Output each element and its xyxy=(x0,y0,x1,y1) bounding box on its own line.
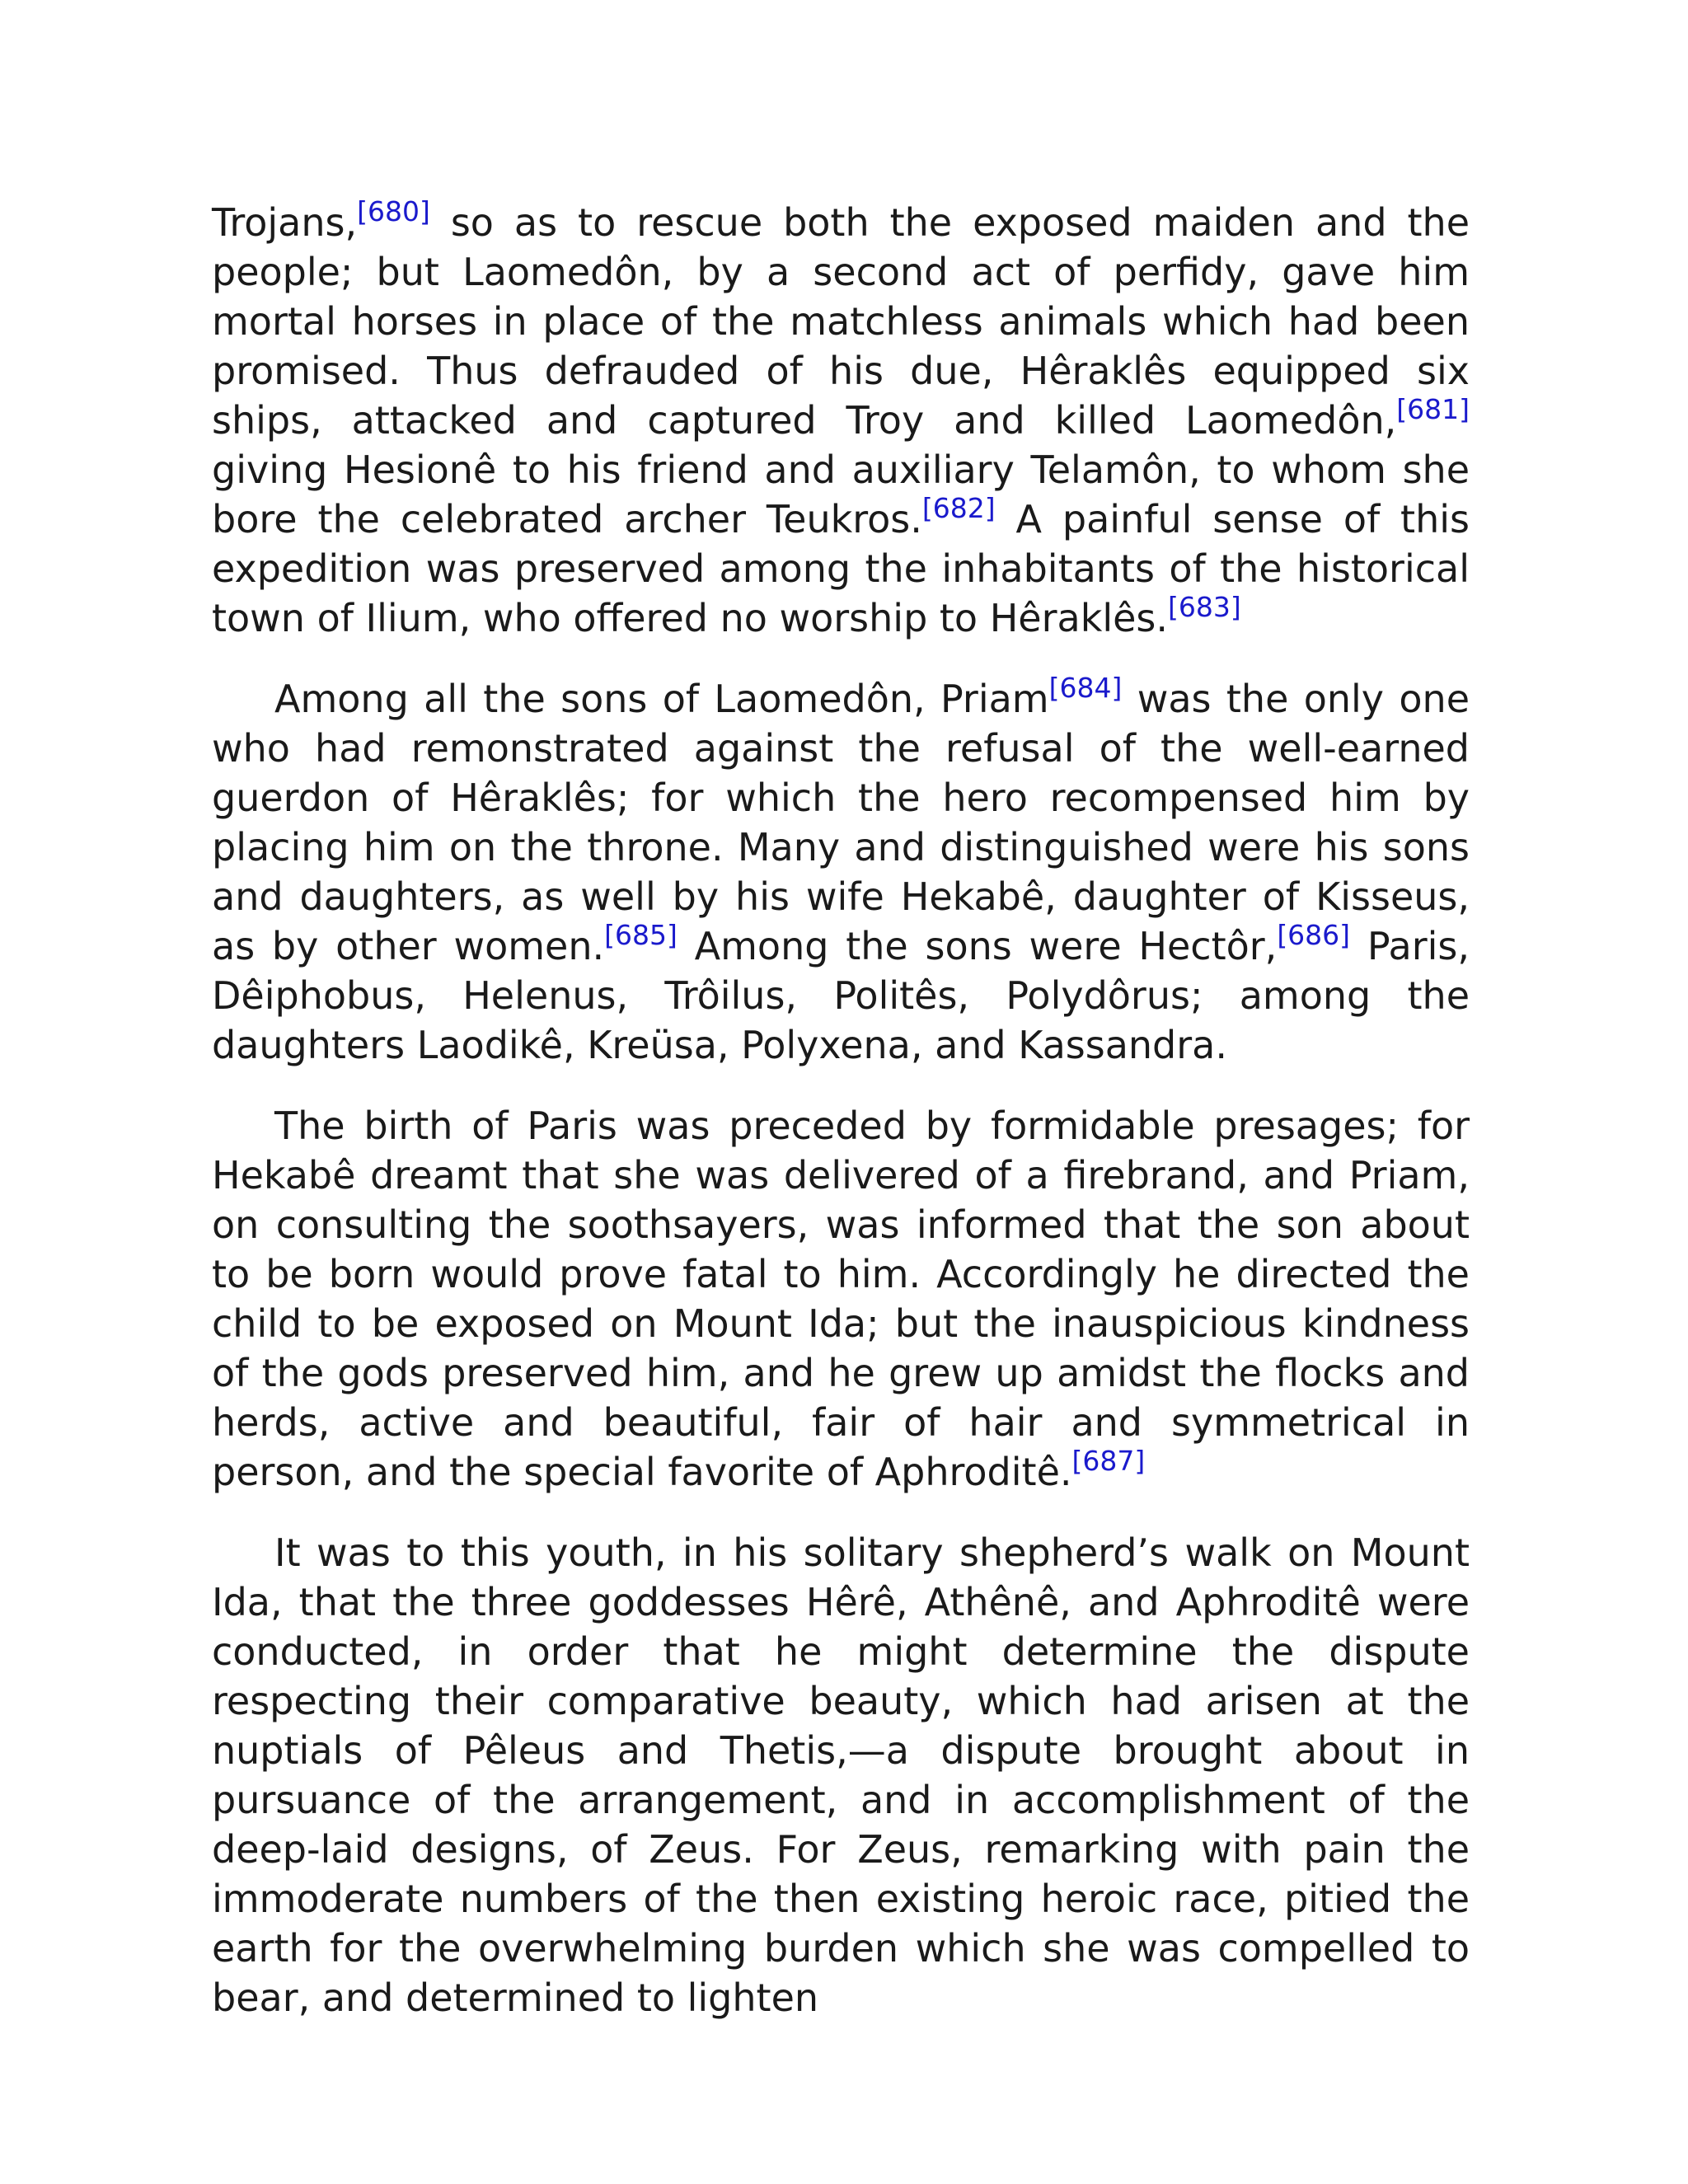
footnote-link[interactable]: [683] xyxy=(1168,590,1241,623)
paragraph-text: Among all the sons of Laomedôn, Priam xyxy=(274,677,1049,721)
paragraph-2 xyxy=(212,671,1470,1070)
paragraph-text: Paris, Dêiphobus, Helenus, Trôilus, Politês, Polydôrus; among the daughters Laodikê, Kreüsa, Polyxena, and Kassandra. xyxy=(212,924,1470,1067)
paragraph-3 xyxy=(212,1101,1470,1497)
paragraph-text: was the only one who had remonstrated against the refusal of the well-earned guerdon of Hêraklês; for which the hero recompensed him by placing him on the throne. Many and distinguished were his sons and daughters, as well by his wife Hekabê, daughter of Kisseus, as by other women. xyxy=(212,677,1470,968)
paragraph-text: Among the sons were Hectôr, xyxy=(677,924,1278,968)
paragraph-text: so as to rescue both the exposed maiden and the people; but Laomedôn, by a second act of perfidy, gave him mortal horses in place of the matchless animals which had been promised. Thus defrauded of his due, Hêraklês equipped six ships, attacked and captured Troy and killed Laomedôn, xyxy=(212,200,1470,443)
footnote-link[interactable]: [680] xyxy=(357,194,430,227)
paragraph-text: The birth of Paris was preceded by formidable presages; for Hekabê dreamt that she was delivered of a firebrand, and Priam, on consulting the soothsayers, was informed that the son about to be born would prove fatal to him. Accordingly he directed the child to be exposed on Mount Ida; but the inauspicious kindness of the gods preserved him, and he grew up amidst the flocks and herds, active and beautiful, fair of hair and symmetrical in person, and the special favorite of Aphroditê. xyxy=(212,1104,1470,1494)
document-page xyxy=(212,194,1470,2054)
footnote-link[interactable]: [681] xyxy=(1396,392,1470,425)
paragraph-1 xyxy=(212,194,1470,643)
footnote-link[interactable]: [686] xyxy=(1277,918,1351,951)
paragraph-text: It was to this youth, in his solitary shepherd’s walk on Mount Ida, that the three goddesses Hêrê, Athênê, and Aphroditê were conducted, in order that he might determine the dispute respecting their comparative beauty, which had arisen at the nuptials of Pêleus and Thetis,—a dispute brought about in pursuance of the arrangement, and in accomplishment of the deep-laid designs, of Zeus. For Zeus, remarking with pain the immoderate numbers of the then existing heroic race, pitied the earth for the overwhelming burden which she was compelled to bear, and determined to lighten xyxy=(212,1530,1470,2020)
paragraph-4 xyxy=(212,1528,1470,2022)
paragraph-text: A painful sense of this expedition was preserved among the inhabitants of the historical town of Ilium, who offered no worship to Hêraklês. xyxy=(212,497,1470,640)
footnote-link[interactable]: [684] xyxy=(1048,671,1123,704)
paragraph-text: giving Hesionê to his friend and auxiliary Telamôn, to whom she bore the celebrated archer Teukros. xyxy=(212,448,1470,541)
footnote-link[interactable]: [682] xyxy=(921,491,996,524)
footnote-link[interactable]: [687] xyxy=(1071,1444,1146,1477)
footnote-link[interactable]: [685] xyxy=(604,918,678,951)
paragraph-text: Trojans, xyxy=(212,200,358,245)
